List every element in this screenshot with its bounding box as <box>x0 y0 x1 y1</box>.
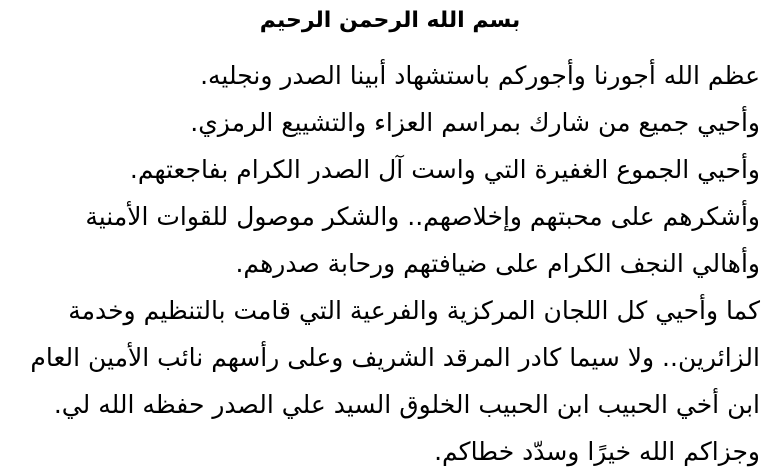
statement-line-1: عظم الله أجورنا وأجوركم باستشهاد أبينا الصدر ونجليه. <box>200 61 760 90</box>
statement-line-8: ابن أخي الحبيب ابن الحبيب الخلوق السيد علي الصدر حفظه الله لي. <box>53 390 760 419</box>
statement-line-2: وأحيي جميع من شارك بمراسم العزاء والتشييع الرمزي. <box>190 108 760 137</box>
statement-body <box>18 52 760 466</box>
statement-line-9: وجزاكم الله خيرًا وسدّد خطاكم. <box>434 437 760 466</box>
statement-line-7: الزائرين.. ولا سيما كادر المرقد الشريف وعلى رأسهم نائب الأمين العام <box>30 343 760 372</box>
basmala-heading: بسم الله الرحمن الرحيم <box>259 8 521 33</box>
statement-line-4: وأشكرهم على محبتهم وإخلاصهم.. والشكر موصول للقوات الأمنية <box>85 202 760 231</box>
statement-line-5: وأهالي النجف الكرام على ضيافتهم ورحابة صدرهم. <box>235 249 760 278</box>
statement-line-6: كما وأحيي كل اللجان المركزية والفرعية التي قامت بالتنظيم وخدمة <box>68 296 760 325</box>
statement-line-3: وأحيي الجموع الغفيرة التي واست آل الصدر الكرام بفاجعتهم. <box>129 155 760 184</box>
